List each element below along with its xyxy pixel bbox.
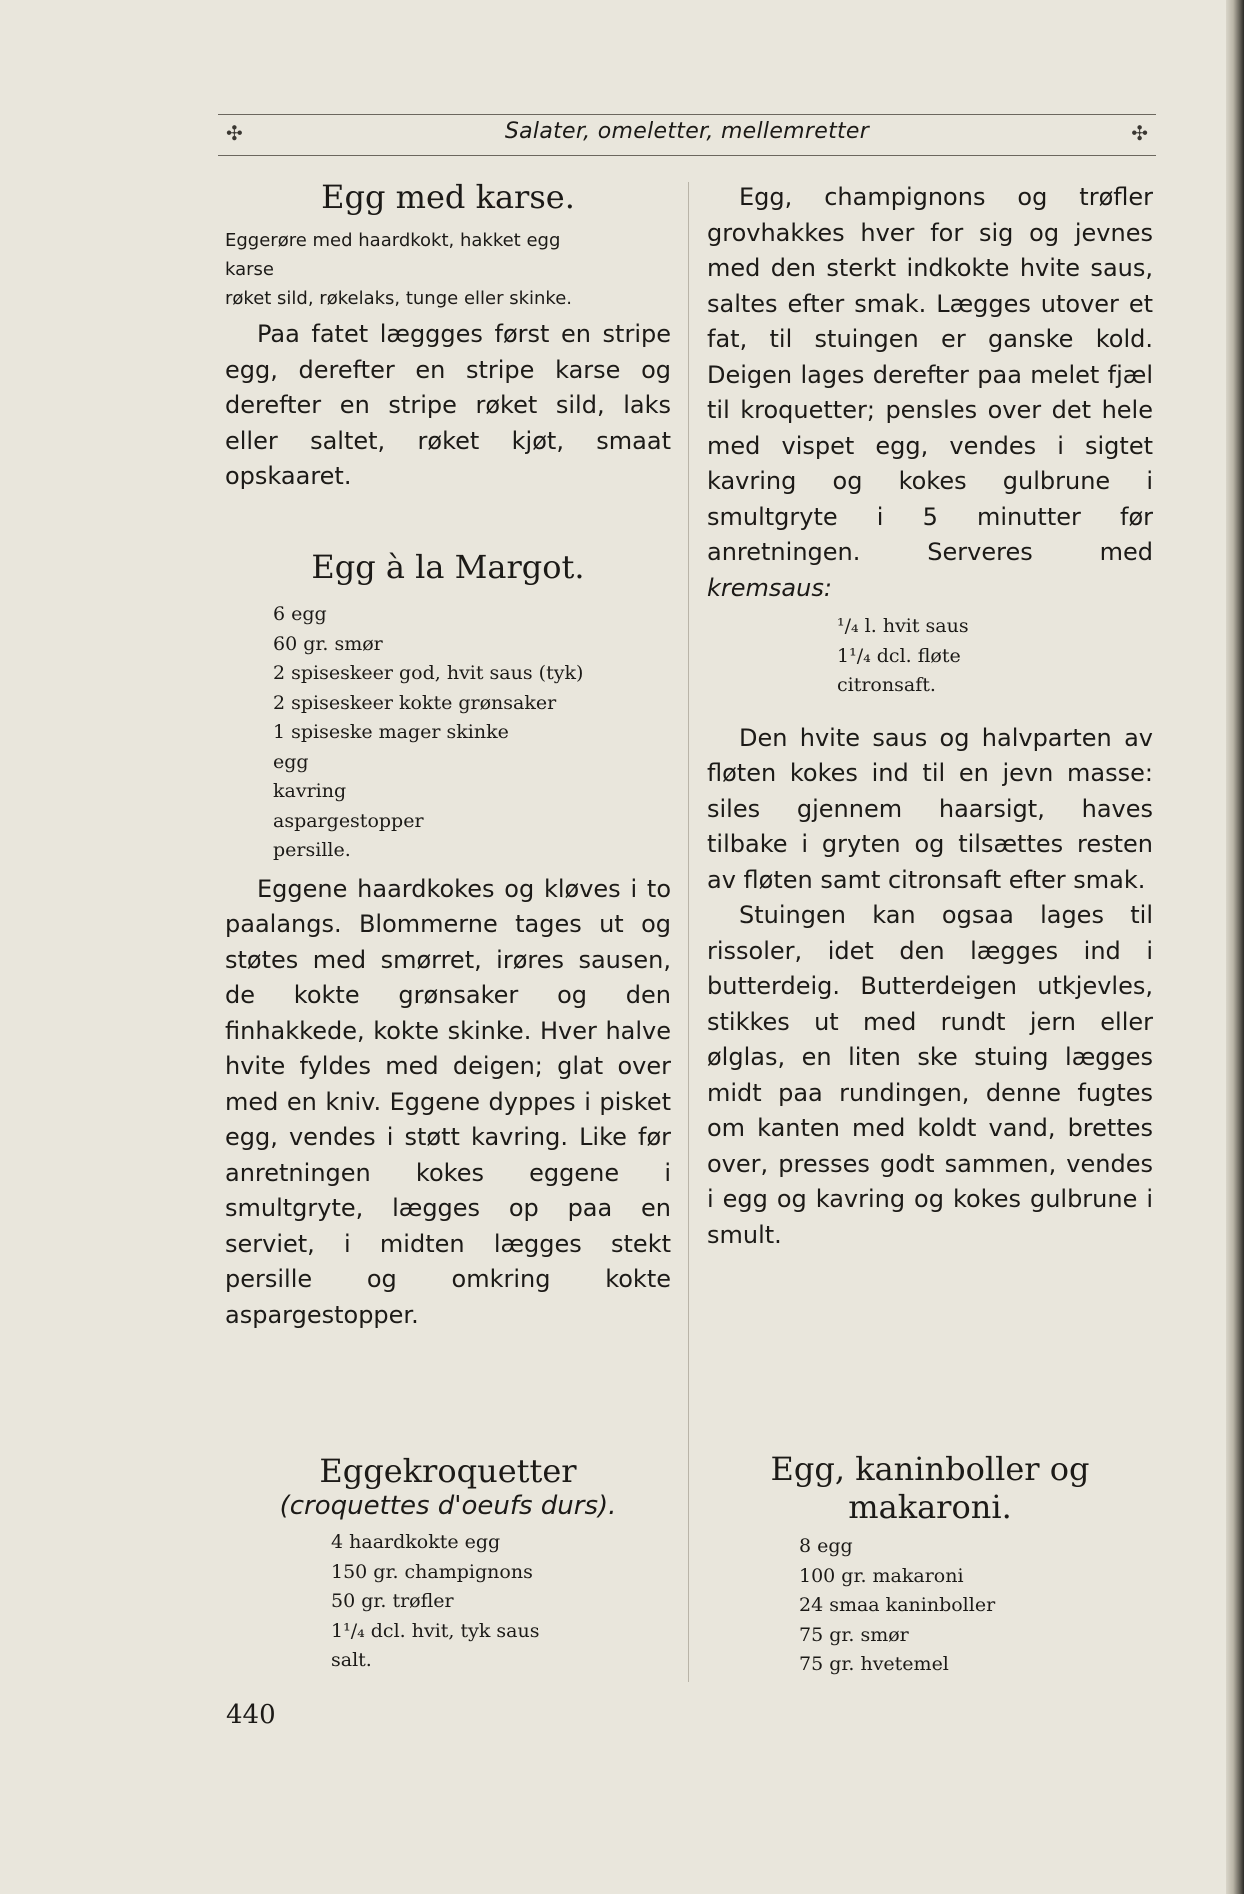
page-edge (1226, 0, 1244, 1894)
ingredient: 50 gr. trøfler (331, 1590, 454, 1612)
ingredient: 75 gr. smør (799, 1623, 909, 1646)
ingredient: 2 spiseskeer god, hvit saus (tyk) (273, 662, 584, 684)
method-text: Egg, champignons og trøfler grovhakkes hver for sig og jevnes med den sterkt indkokte hvite saus, saltes efter smak. Lægges utover et fat, til stuingen er ganske kold. Deigen lages derefter paa melet fjæl til kroquetter; pensles over det hele med vispet egg, vendes i sigtet kavring og kokes gulbrune i smultgryte i 5 minutter før anretningen. Serveres med (707, 183, 1153, 566)
recipe-title: Egg, kaninboller og makaroni. (770, 1450, 1090, 1526)
ingredient: 24 smaa kaninboller (799, 1594, 996, 1616)
ingredient: 75 gr. hvetemel (799, 1653, 949, 1675)
ingredient: 8 egg (799, 1535, 853, 1557)
ingredient: 1¹/₄ dcl. fløte (837, 644, 961, 667)
ingredient: persille. (273, 839, 351, 861)
ingredient: kavring (273, 780, 347, 802)
ornament-right-icon: ✣ (1131, 121, 1148, 145)
column-divider (688, 182, 689, 1682)
ingredient: ¹/₄ l. hvit saus (837, 615, 969, 637)
ingredient: 60 gr. smør (273, 632, 383, 655)
recipe-subtitle: (croquettes d'oeufs durs). (279, 1491, 617, 1521)
ingredient: 6 egg (273, 603, 327, 625)
method-paragraph: Den hvite saus og halvparten av fløten kokes ind til en jevn masse: siles gjennem haarsigt, haves tilbake i gryten og tilsættes resten av fløten samt citronsaft efter smak. (707, 723, 1153, 894)
page-number: 440 (226, 1700, 276, 1730)
ornament-left-icon: ✣ (226, 121, 243, 145)
running-header (218, 114, 1156, 156)
recipe-egg-a-la-margot (225, 548, 671, 1333)
recipe-text: Paa fatet læggges først en stripe egg, derefter en stripe karse og derefter en stripe røket sild, laks eller saltet, røket kjøt, smaat opskaaret. (225, 320, 671, 490)
ingredient: røket sild, røkelaks, tunge eller skinke. (225, 288, 573, 309)
ingredient: salt. (331, 1649, 372, 1671)
ingredient: 1¹/₄ dcl. hvit, tyk saus (331, 1619, 540, 1642)
ingredient-list (707, 1532, 1153, 1680)
ingredient: citronsaft. (837, 674, 936, 696)
kroquetter-method (707, 180, 1153, 1253)
ingredient: Eggerøre med haardkokt, hakket egg (225, 230, 561, 251)
method-paragraph: Stuingen kan ogsaa lages til rissoler, idet den lægges ind i butterdeig. Butterdeigen utkjevles, stikkes ut med rundt jern eller ølglas, en liten ske stuing lægges midt paa rundingen, denne fugtes om kanten med koldt vand, brettes over, presses godt sammen, vendes i egg og kavring og kokes gulbrune i smult. (707, 901, 1153, 1249)
ingredient: 150 gr. champignons (331, 1560, 533, 1583)
sauce-ingredient-list (707, 612, 1153, 701)
ingredient: karse (225, 259, 274, 280)
ingredient: aspargestopper (273, 809, 424, 832)
recipe-eggekroquetter (225, 1452, 671, 1676)
recipe-title: Eggekroquetter (319, 1452, 577, 1490)
ingredient: 100 gr. makaroni (799, 1564, 964, 1587)
recipe-title: Egg med karse. (321, 178, 575, 216)
ingredient-list (225, 1528, 671, 1676)
ingredient: 2 spiseskeer kokte grønsaker (273, 691, 557, 714)
recipe-title: Egg à la Margot. (311, 548, 585, 586)
method-emphasis: kremsaus: (707, 573, 832, 602)
recipe-egg-kaninboller (707, 1450, 1153, 1680)
ingredient: egg (273, 750, 309, 773)
ingredient: 1 spiseske mager skinke (273, 721, 509, 743)
ingredient-list (225, 600, 671, 866)
ingredient-list (225, 226, 671, 313)
recipe-egg-med-karse (225, 178, 671, 495)
recipe-text: Eggene haardkokes og kløves i to paalangs. Blommerne tages ut og støtes med smørret, irøres sausen, de kokte grønsaker og den finhakkede, kokte skinke. Hver halve hvite fyldes med deigen; glat over med en kniv. Eggene dyppes i pisket egg, vendes i støtt kavring. Like før anretningen kokes eggene i smultgryte, lægges op paa en serviet, i midten lægges stekt persille og omkring kokte aspargestopper. (225, 874, 671, 1329)
running-header-title: Salater, omeletter, mellemretter (504, 119, 870, 144)
method-paragraph (707, 180, 1153, 606)
ingredient: 4 haardkokte egg (331, 1531, 501, 1553)
